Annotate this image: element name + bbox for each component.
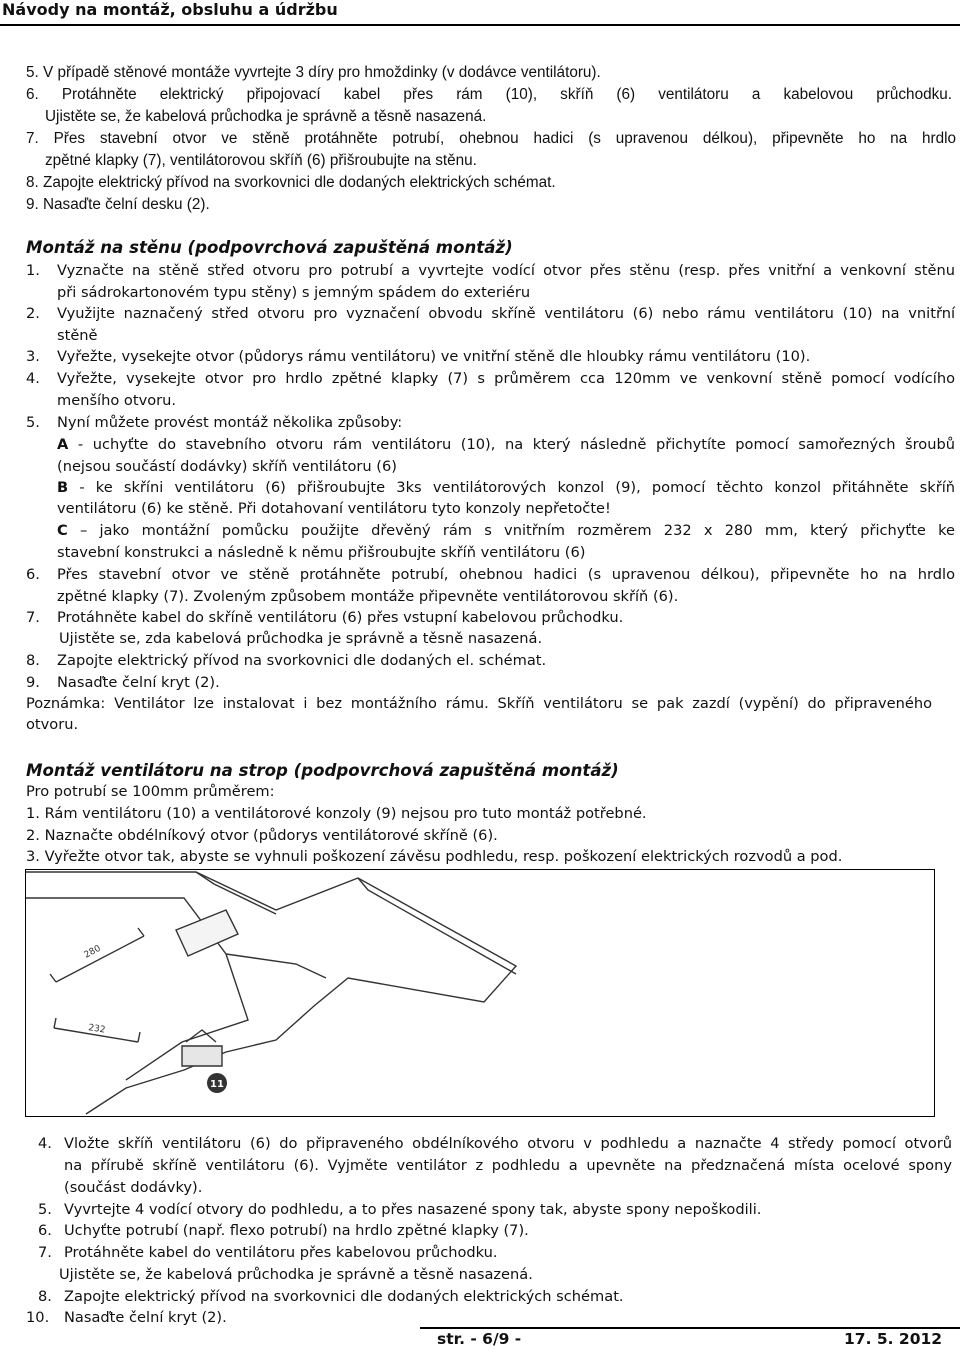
option-a-letter: A bbox=[57, 436, 69, 453]
ceiling-step-7-line-2: Ujistěte se, že kabelová průchodka je správně a těsně nasazená. bbox=[59, 1266, 533, 1283]
dimension-label-232: 232 bbox=[87, 1023, 107, 1036]
ceiling-step-7-line-1: Protáhněte kabel do ventilátoru přes kabelovou průchodku. bbox=[64, 1244, 498, 1261]
step-6-line-2: Ujistěte se, že kabelová průchodka je správně a těsně nasazená. bbox=[45, 108, 487, 125]
ceiling-step-4-line-3: (součást dodávky). bbox=[64, 1179, 203, 1196]
note-line-1: Poznámka: Ventilátor lze instalovat i bez montážního rámu. Skříň ventilátoru se pak zazdí (vypění) do připraveného bbox=[26, 695, 932, 712]
wall-step-6-num: 6. bbox=[26, 566, 40, 583]
ceiling-step-3: 3. Vyřežte otvor tak, abyste se vyhnuli poškození závěsu podhledu, resp. poškození elektrických rozvodů a pod. bbox=[26, 848, 843, 865]
note-line-2: otvoru. bbox=[26, 716, 79, 733]
wall-step-1-num: 1. bbox=[26, 262, 40, 279]
option-a-line-1 bbox=[57, 434, 955, 456]
ceiling-installation-figure bbox=[25, 869, 935, 1117]
ceiling-step-8-line-1: Zapojte elektrický přívod na svorkovnici dle dodaných elektrických schémat. bbox=[64, 1288, 624, 1305]
footer-date: 17. 5. 2012 bbox=[844, 1330, 943, 1348]
ceiling-installation-drawing bbox=[26, 870, 934, 1116]
option-b-line-2: ventilátoru (6) ke stěně. Při dotahovaní ventilátoru tyto konzoly nepřetočte! bbox=[57, 500, 611, 517]
wall-step-4-line-2: menšího otvoru. bbox=[57, 392, 177, 409]
wall-step-3-num: 3. bbox=[26, 348, 40, 365]
ceiling-step-10-num: 10. bbox=[26, 1309, 50, 1326]
wall-step-7-line-2: Ujistěte se, zda kabelová průchodka je správně a těsně nasazená. bbox=[59, 630, 543, 647]
page-header-title: Návody na montáž, obsluhu a údržbu bbox=[2, 0, 338, 19]
wall-step-1-line-2: při sádrokartonovém typu stěny) s jemným spádem do exteriéru bbox=[57, 284, 531, 301]
option-a-text: - uchyťte do stavebního otvoru rám ventilátoru (10), na který následně přichytíte pomocí samořezných šroubů bbox=[68, 436, 955, 453]
ceiling-step-2: 2. Naznačte obdélníkový otvor (půdorys ventilátorové skříně (6). bbox=[26, 827, 498, 844]
step-9: 9. Nasaďte čelní desku (2). bbox=[26, 196, 210, 213]
wall-step-2-line-1: Využijte naznačený střed otvoru pro vyznačení obvodu skříně ventilátoru (6) nebo rámu ventilátoru (10) na vnitřní bbox=[57, 305, 955, 322]
wall-step-5-line-1: Nyní můžete provést montáž několika způsoby: bbox=[57, 414, 403, 431]
wall-step-6-line-1: Přes stavební otvor ve stěně protáhněte potrubí, ohebnou hadici (s upravenou délkou), připevněte ho na hrdlo bbox=[57, 566, 955, 583]
option-c-letter: C bbox=[57, 522, 68, 539]
ceiling-step-5-line-1: Vyvrtejte 4 vodící otvory do podhledu, a to přes nasazené spony tak, abyste spony nepoškodili. bbox=[64, 1201, 762, 1218]
figure-callout-number: 11 bbox=[210, 1079, 224, 1090]
wall-step-8-num: 8. bbox=[26, 652, 40, 669]
wall-step-6-line-2: zpětné klapky (7). Zvoleným způsobem montáže připevněte ventilátorovou skříň (6). bbox=[57, 588, 679, 605]
step-7-line-2: zpětné klapky (7), ventilátorovou skříň (6) přišroubujte na stěnu. bbox=[45, 152, 477, 169]
wall-step-9-num: 9. bbox=[26, 674, 40, 691]
wall-step-7-line-1: Protáhněte kabel do skříně ventilátoru (6) přes vstupní kabelovou průchodku. bbox=[57, 609, 624, 626]
ceiling-step-4-num: 4. bbox=[38, 1135, 52, 1152]
ceiling-step-4-line-2: na přírubě skříně ventilátoru (6). Vyjměte ventilátor z podhledu a upevněte na předznačená místa ocelové spony bbox=[64, 1157, 952, 1174]
ceiling-step-4-line-1: Vložte skříň ventilátoru (6) do připraveného obdélníkového otvoru v podhledu a naznačte 4 středy pomocí otvorů bbox=[64, 1135, 952, 1152]
option-b-text: - ke skříni ventilátoru (6) přišroubujte 3ks ventilátorových konzol (9), pomocí těchto konzol přitáhněte skříň bbox=[68, 479, 955, 496]
wall-step-5-num: 5. bbox=[26, 414, 40, 431]
footer-page-number: str. - 6/9 - bbox=[437, 1330, 522, 1348]
section-heading-ceiling: Montáž ventilátoru na strop (podpovrchová zapuštěná montáž) bbox=[26, 761, 619, 780]
wall-step-8-line-1: Zapojte elektrický přívod na svorkovnici dle dodaných el. schémat. bbox=[57, 652, 547, 669]
ceiling-step-5-num: 5. bbox=[38, 1201, 52, 1218]
wall-step-2-line-2: stěně bbox=[57, 327, 98, 344]
option-c-text: – jako montážní pomůcku použijte dřevěný rám s vnitřním rozměrem 232 x 280 mm, který přichyťte ke bbox=[67, 522, 955, 539]
wall-step-9-line-1: Nasaďte čelní kryt (2). bbox=[57, 674, 220, 691]
header-rule bbox=[0, 24, 960, 26]
ceiling-step-1: 1. Rám ventilátoru (10) a ventilátorové konzoly (9) nejsou pro tuto montáž potřebné. bbox=[26, 805, 647, 822]
dimension-label-280: 280 bbox=[82, 943, 103, 961]
wall-step-3-line-1: Vyřežte, vysekejte otvor (půdorys rámu ventilátoru) ve vnitřní stěně dle hloubky rámu ventilátoru (10). bbox=[57, 348, 811, 365]
ceiling-step-6-line-1: Uchyťte potrubí (např. flexo potrubí) na hrdlo zpětné klapky (7). bbox=[64, 1222, 529, 1239]
ceiling-step-8-num: 8. bbox=[38, 1288, 52, 1305]
option-b-line-1 bbox=[57, 477, 955, 499]
step-8: 8. Zapojte elektrický přívod na svorkovnici dle dodaných elektrických schémat. bbox=[26, 174, 556, 191]
wall-step-1-line-1: Vyznačte na stěně střed otvoru pro potrubí a vyvrtejte vodící otvor přes stěnu (resp. přes vnitřní a venkovní stěnu bbox=[57, 262, 955, 279]
wall-step-2-num: 2. bbox=[26, 305, 40, 322]
step-7-line-1: 7. Přes stavební otvor ve stěně protáhněte potrubí, ohebnou hadici (s upravenou délkou), připevněte ho na hrdlo bbox=[26, 130, 956, 147]
section-heading-wall-flush: Montáž na stěnu (podpovrchová zapuštěná montáž) bbox=[26, 238, 513, 257]
step-6-line-1: 6. Protáhněte elektrický připojovací kabel přes rám (10), skříň (6) ventilátoru a kabelovou průchodku. bbox=[26, 86, 952, 103]
wall-step-4-line-1: Vyřežte, vysekejte otvor pro hrdlo zpětné klapky (7) s průměrem cca 120mm ve venkovní stěně pomocí vodícího bbox=[57, 370, 955, 387]
step-5: 5. V případě stěnové montáže vyvrtejte 3 díry pro hmoždinky (v dodávce ventilátoru). bbox=[26, 64, 601, 81]
wall-step-7-num: 7. bbox=[26, 609, 40, 626]
wall-step-4-num: 4. bbox=[26, 370, 40, 387]
ceiling-step-10-line-1: Nasaďte čelní kryt (2). bbox=[64, 1309, 227, 1326]
ceiling-step-7-num: 7. bbox=[38, 1244, 52, 1261]
option-c-line-2: stavební konstrukci a následně k němu přišroubujte skříň ventilátoru (6) bbox=[57, 544, 586, 561]
option-a-line-2: (nejsou součástí dodávky) skříň ventilátoru (6) bbox=[57, 458, 397, 475]
ceiling-step-6-num: 6. bbox=[38, 1222, 52, 1239]
option-b-letter: B bbox=[57, 479, 69, 496]
ceiling-intro: Pro potrubí se 100mm průměrem: bbox=[26, 783, 275, 800]
option-c-line-1 bbox=[57, 520, 955, 542]
